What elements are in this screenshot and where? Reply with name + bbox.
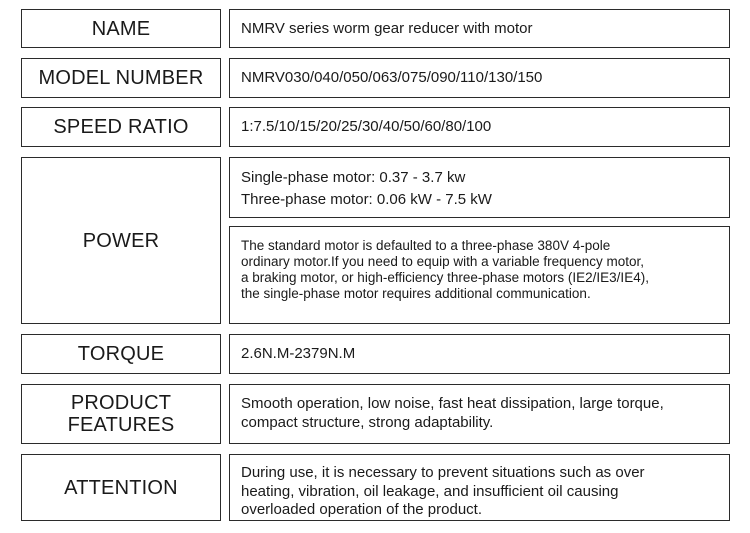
model-number-value-text: NMRV030/040/050/063/075/090/110/130/150 <box>241 69 543 86</box>
power-note-line: The standard motor is defaulted to a three-phase 380V 4-pole <box>241 238 611 253</box>
model-number-label <box>21 58 221 98</box>
product-features-line: Smooth operation, low noise, fast heat dissipation, large torque, <box>241 395 664 412</box>
torque-value <box>229 334 730 374</box>
torque-label <box>21 334 221 374</box>
power-label <box>21 157 221 324</box>
speed-ratio-label-text: SPEED RATIO <box>53 116 189 138</box>
attention-line: heating, vibration, oil leakage, and insufficient oil causing <box>241 482 619 500</box>
torque-value-text: 2.6N.M-2379N.M <box>241 345 356 362</box>
product-features-label-line: FEATURES <box>67 414 175 436</box>
power-note-line: ordinary motor.If you need to equip with a variable frequency motor, <box>241 254 644 269</box>
name-label <box>21 9 221 48</box>
attention-label-text: ATTENTION <box>64 476 178 499</box>
product-features-value <box>229 384 730 444</box>
model-number-value <box>229 58 730 98</box>
name-label-text: NAME <box>91 17 151 40</box>
product-features-label-line: PRODUCT <box>70 392 172 414</box>
product-features-line: compact structure, strong adaptability. <box>241 414 494 431</box>
power-note-line: the single-phase motor requires additional communication. <box>241 286 591 301</box>
attention-value <box>229 454 730 521</box>
attention-label <box>21 454 221 521</box>
speed-ratio-value <box>229 107 730 147</box>
model-number-label-text: MODEL NUMBER <box>38 67 204 89</box>
name-value <box>229 9 730 48</box>
power-note-line: a braking motor, or high-efficiency three-phase motors (IE2/IE3/IE4), <box>241 270 649 285</box>
torque-label-text: TORQUE <box>77 343 165 365</box>
power-note <box>229 226 730 324</box>
power-value <box>229 157 730 218</box>
speed-ratio-value-text: 1:7.5/10/15/20/25/30/40/50/60/80/100 <box>241 118 492 135</box>
power-single-phase: Single-phase motor: 0.37 - 3.7 kw <box>241 169 466 186</box>
power-three-phase: Three-phase motor: 0.06 kW - 7.5 kW <box>241 191 492 208</box>
name-value-text: NMRV series worm gear reducer with motor <box>241 19 533 37</box>
attention-line: During use, it is necessary to prevent situations such as over <box>241 464 645 481</box>
attention-line: overloaded operation of the product. <box>241 501 483 518</box>
speed-ratio-label <box>21 107 221 147</box>
product-features-label <box>21 384 221 444</box>
power-label-text: POWER <box>82 229 160 252</box>
